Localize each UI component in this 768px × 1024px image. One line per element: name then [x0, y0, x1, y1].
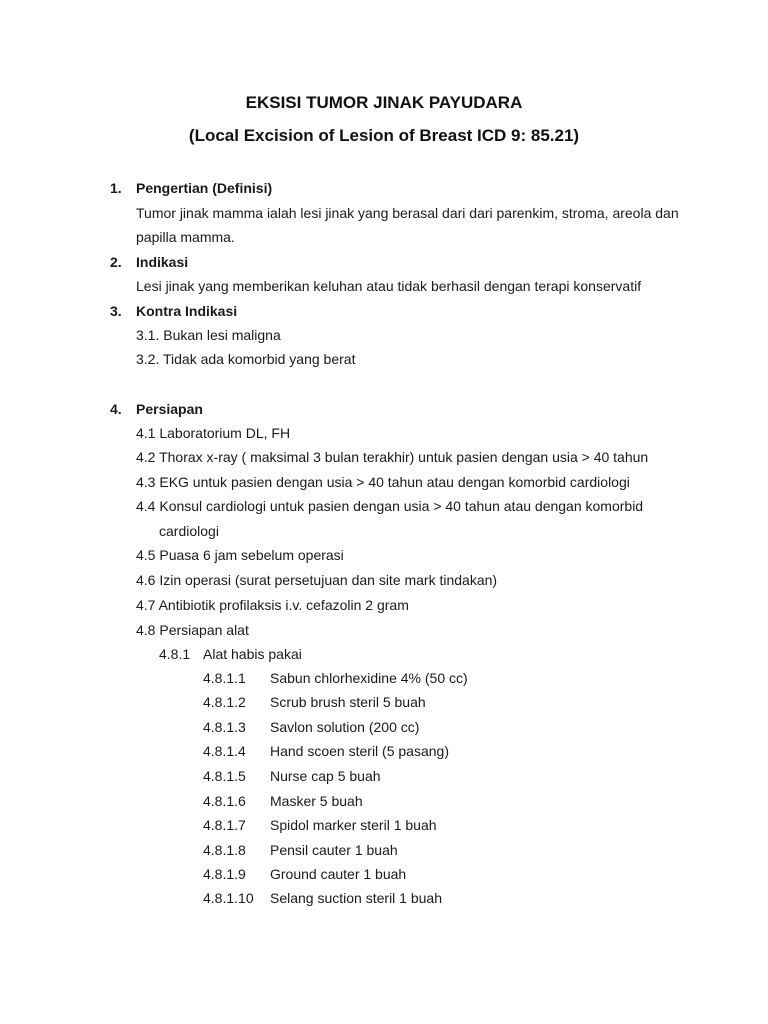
list-item: 4.7 Antibiotik profilaksis i.v. cefazolin 2 gram: [136, 597, 409, 613]
sublist-label: Alat habis pakai: [203, 646, 302, 662]
list-item: 4.8 Persiapan alat: [136, 622, 249, 638]
document-title: EKSISI TUMOR JINAK PAYUDARA: [245, 93, 523, 112]
section-text-line: papilla mamma.: [136, 229, 235, 245]
section-text-line: Lesi jinak yang memberikan keluhan atau tidak berhasil dengan terapi konservatif: [136, 278, 642, 294]
section-text-line: Tumor jinak mamma ialah lesi jinak yang berasal dari dari parenkim, stroma, areola dan: [136, 205, 679, 221]
item-text: Ground cauter 1 buah: [270, 866, 407, 882]
list-item: 4.3 EKG untuk pasien dengan usia > 40 tahun atau dengan komorbid cardiologi: [136, 474, 630, 490]
item-text: Pensil cauter 1 buah: [270, 842, 398, 858]
item-number: 4.8.1.1: [203, 670, 246, 686]
item-number: 4.8.1.6: [203, 793, 246, 809]
item-text: Sabun chlorhexidine 4% (50 cc): [270, 670, 468, 686]
item-number: 4.8.1.4: [203, 743, 246, 759]
list-item-continuation: cardiologi: [159, 523, 219, 539]
document-subtitle: (Local Excision of Lesion of Breast ICD 9: 85.21): [188, 126, 580, 145]
item-text: Selang suction steril 1 buah: [270, 890, 442, 906]
item-number: 4.8.1.9: [203, 866, 246, 882]
section-heading: Pengertian (Definisi): [136, 180, 273, 196]
list-item: 4.4 Konsul cardiologi untuk pasien dengan usia > 40 tahun atau dengan komorbid: [136, 498, 644, 514]
item-text: Hand scoen steril (5 pasang): [270, 743, 449, 759]
section-number: 4.: [110, 401, 122, 417]
item-number: 4.8.1.3: [203, 719, 246, 735]
item-text: Nurse cap 5 buah: [270, 768, 381, 784]
section-heading: Indikasi: [136, 254, 189, 270]
list-item: 4.1 Laboratorium DL, FH: [136, 425, 291, 441]
item-number: 4.8.1.10: [203, 890, 254, 906]
item-number: 4.8.1.5: [203, 768, 246, 784]
list-item: 4.6 Izin operasi (surat persetujuan dan site mark tindakan): [136, 572, 498, 588]
section-heading: Persiapan: [136, 401, 203, 417]
item-text: Masker 5 buah: [270, 793, 363, 809]
item-text: Scrub brush steril 5 buah: [270, 694, 426, 710]
item-text: Spidol marker steril 1 buah: [270, 817, 437, 833]
item-number: 4.8.1.8: [203, 842, 246, 858]
item-text: Savlon solution (200 cc): [270, 719, 420, 735]
list-item: 3.1. Bukan lesi maligna: [136, 327, 281, 343]
item-number: 4.8.1.2: [203, 694, 246, 710]
section-heading: Kontra Indikasi: [136, 303, 238, 319]
list-item: 3.2. Tidak ada komorbid yang berat: [136, 351, 356, 367]
item-number: 4.8.1.7: [203, 817, 246, 833]
sublist-number: 4.8.1: [159, 646, 191, 662]
section-number: 1.: [110, 180, 122, 196]
list-item: 4.5 Puasa 6 jam sebelum operasi: [136, 547, 344, 563]
list-item: 4.2 Thorax x-ray ( maksimal 3 bulan terakhir) untuk pasien dengan usia > 40 tahun: [136, 449, 649, 465]
section-number: 3.: [110, 303, 122, 319]
section-number: 2.: [110, 254, 122, 270]
